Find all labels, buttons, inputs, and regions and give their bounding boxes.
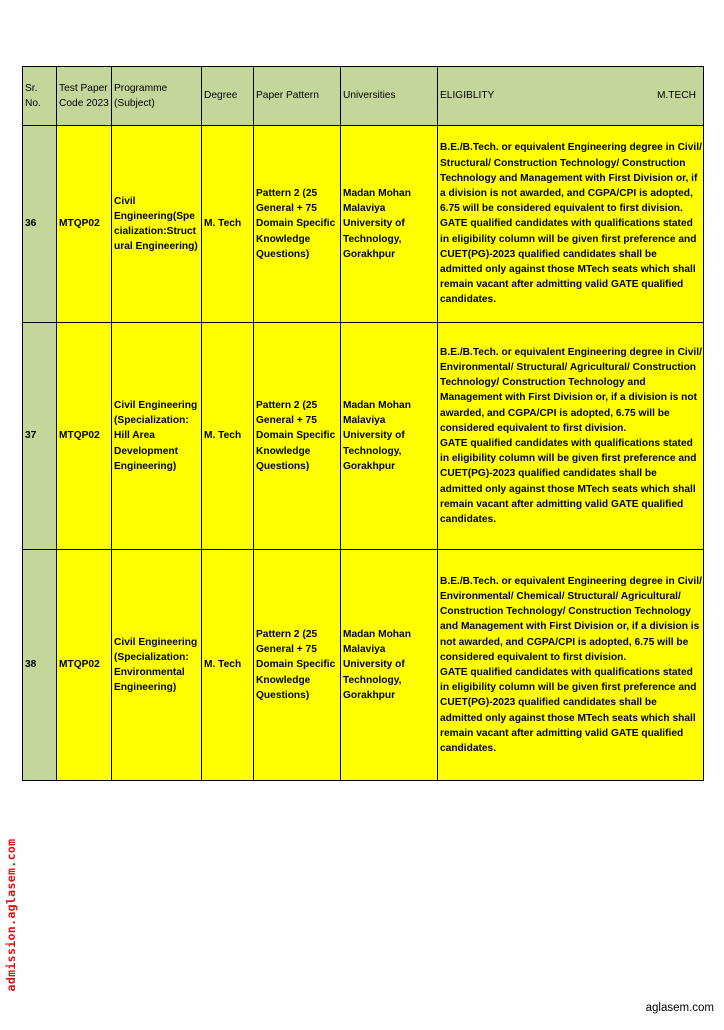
row-sr: 38 xyxy=(23,550,57,781)
header-eligibility-cell xyxy=(438,67,704,126)
header-sr: Sr. No. xyxy=(23,67,57,126)
row-sr: 36 xyxy=(23,126,57,323)
row-university: Madan Mohan Malaviya University of Technology, Gorakhpur xyxy=(341,550,438,781)
row-pattern: Pattern 2 (25 General + 75 Domain Specific Knowledge Questions) xyxy=(254,323,341,550)
gate-note: GATE qualified candidates with qualifications stated in eligibility column will be given first preference and CUET(PG)-2023 qualified candidates shall be admitted only against those MTech seats which shall remain vacant after admitting valid GATE qualified candidates. xyxy=(440,218,697,306)
header-universities: Universities xyxy=(341,67,438,126)
header-pattern: Paper Pattern xyxy=(254,67,341,126)
row-programme: Civil Engineering (Specialization: Hill Area Development Engineering) xyxy=(112,323,202,550)
row-degree: M. Tech xyxy=(202,126,254,323)
header-eligibility: ELIGIBLITY xyxy=(440,90,495,102)
header-degree: Degree xyxy=(202,67,254,126)
row-degree: M. Tech xyxy=(202,550,254,781)
table-row xyxy=(23,550,704,781)
gate-note: GATE qualified candidates with qualifications stated in eligibility column will be given first preference and CUET(PG)-2023 qualified candidates shall be admitted only against those MTech seats which shall remain vacant after admitting valid GATE qualified candidates. xyxy=(440,667,697,755)
row-eligibility xyxy=(438,550,704,781)
row-programme: Civil Engineering (Specialization: Environmental Engineering) xyxy=(112,550,202,781)
header-programme: Programme (Subject) xyxy=(112,67,202,126)
eligibility-text: B.E./B.Tech. or equivalent Engineering degree in Civil/ Environmental/ Structural/ Agricultural/ Construction Technology/ Construction Technology and Management with First Division or, if a division is not awarded, and CGPA/CPI is adopted, 6.75 will be considered equivalent to first division. xyxy=(440,346,702,434)
row-degree: M. Tech xyxy=(202,323,254,550)
row-university: Madan Mohan Malaviya University of Technology, Gorakhpur xyxy=(341,126,438,323)
eligibility-text: B.E./B.Tech. or equivalent Engineering degree in Civil/ Environmental/ Chemical/ Structural/ Agricultural/ Construction Technology/ Construction Technology and Management with First Division or, if a division is not awarded, and CGPA/CPI is adopted, 6.75 will be considered equivalent to first division. xyxy=(440,575,702,663)
header-level: M.TECH xyxy=(656,90,696,102)
row-pattern: Pattern 2 (25 General + 75 Domain Specific Knowledge Questions) xyxy=(254,126,341,323)
row-eligibility xyxy=(438,323,704,550)
row-sr: 37 xyxy=(23,323,57,550)
header-code: Test Paper Code 2023 xyxy=(57,67,112,126)
footer-site: aglasem.com xyxy=(645,1002,714,1014)
table-row xyxy=(23,323,704,550)
eligibility-table xyxy=(22,66,704,781)
row-university: Madan Mohan Malaviya University of Technology, Gorakhpur xyxy=(341,323,438,550)
row-pattern: Pattern 2 (25 General + 75 Domain Specific Knowledge Questions) xyxy=(254,550,341,781)
row-code: MTQP02 xyxy=(57,550,112,781)
table-header-row xyxy=(23,67,704,126)
table-row xyxy=(23,126,704,323)
eligibility-text: B.E./B.Tech. or equivalent Engineering degree in Civil/ Structural/ Construction Technology/ Construction Technology and Management with First Division or, if a division is not awarded, and CGPA/CPI is adopted, 6.75 will be considered equivalent to first division. xyxy=(440,142,702,215)
row-code: MTQP02 xyxy=(57,126,112,323)
gate-note: GATE qualified candidates with qualifications stated in eligibility column will be given first preference and CUET(PG)-2023 qualified candidates shall be admitted only against those MTech seats which shall remain vacant after admitting valid GATE qualified candidates. xyxy=(440,438,697,526)
row-programme: Civil Engineering(Specialization:Structural Engineering) xyxy=(112,126,202,323)
row-code: MTQP02 xyxy=(57,323,112,550)
watermark-text: admission.aglasem.com xyxy=(4,838,18,992)
row-eligibility xyxy=(438,126,704,323)
